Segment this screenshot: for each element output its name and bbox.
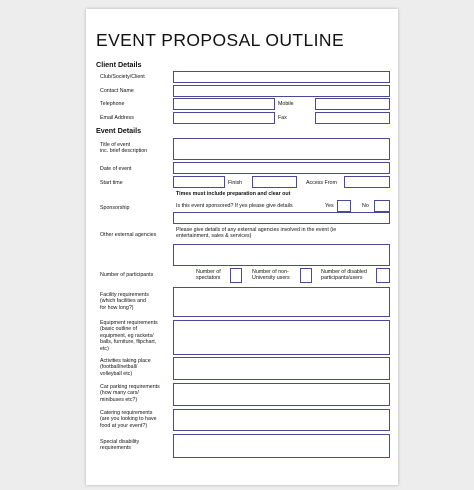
start-time-field[interactable]	[173, 176, 225, 188]
telephone-field[interactable]	[173, 98, 275, 110]
no-label: No	[362, 203, 369, 209]
document-title: EVENT PROPOSAL OUTLINE	[96, 30, 345, 50]
title-of-event-field[interactable]	[173, 138, 390, 160]
date-field[interactable]	[173, 162, 390, 174]
equipment-label: Equipment requirements (basic outline of equipment, eg rackets/ balls, furniture, flipchart, etc)	[100, 320, 158, 352]
access-from-label: Access From	[306, 180, 337, 186]
disabled-label: Number of disabled participants/users	[321, 269, 367, 282]
agencies-note: Please give details of any external agencies involved in the event (ie entertainment, sales & services)	[176, 227, 337, 240]
access-from-field[interactable]	[344, 176, 390, 188]
finish-field[interactable]	[252, 176, 297, 188]
fax-label: Fax	[278, 115, 287, 121]
club-field[interactable]	[173, 71, 390, 83]
contact-field[interactable]	[173, 85, 390, 97]
telephone-label: Telephone	[100, 101, 125, 107]
client-details-heading: Client Details	[96, 60, 142, 69]
sponsored-question: Is this event sponsored? If yes please give details	[176, 203, 293, 209]
email-field[interactable]	[173, 112, 275, 124]
disabled-field[interactable]	[376, 268, 390, 283]
activities-label: Activities taking place (football/netball/ volleyball etc)	[100, 358, 151, 377]
facility-field[interactable]	[173, 287, 390, 317]
times-note: Times must include preparation and clear out	[176, 191, 291, 197]
club-label: Club/Society/Client	[100, 74, 145, 80]
other-agencies-label: Other external agencies	[100, 232, 157, 238]
finish-label: Finish	[228, 180, 243, 186]
catering-field[interactable]	[173, 409, 390, 431]
disability-field[interactable]	[173, 434, 390, 458]
email-label: Email Address	[100, 115, 134, 121]
spectators-field[interactable]	[230, 268, 242, 283]
date-label: Date of event	[100, 166, 132, 172]
mobile-label: Mobile	[278, 101, 294, 107]
disability-label: Special disability requirements	[100, 439, 140, 452]
non-university-label: Number of non- University users	[252, 269, 290, 282]
title-of-event-label: Title of event inc. brief description	[100, 142, 148, 155]
sponsored-no-checkbox[interactable]	[374, 200, 390, 212]
sponsorship-label: Sponsorship	[100, 205, 130, 211]
start-time-label: Start time	[100, 180, 123, 186]
spectators-label: Number of spectators	[196, 269, 221, 282]
yes-label: Yes	[325, 203, 334, 209]
catering-label: Catering requirements (are you looking to have food at your event?)	[100, 410, 157, 429]
contact-label: Contact Name	[100, 88, 134, 94]
car-parking-label: Car parking requirements (how many cars/ minibuses etc?)	[100, 384, 160, 403]
equipment-field[interactable]	[173, 320, 390, 355]
facility-label: Facility requirements (which facilities and for how long?)	[100, 292, 149, 311]
sponsorship-details-field[interactable]	[173, 212, 390, 224]
fax-field[interactable]	[315, 112, 390, 124]
activities-field[interactable]	[173, 357, 390, 380]
non-university-field[interactable]	[300, 268, 312, 283]
mobile-field[interactable]	[315, 98, 390, 110]
event-details-heading: Event Details	[96, 126, 142, 135]
sponsored-yes-checkbox[interactable]	[337, 200, 351, 212]
car-parking-field[interactable]	[173, 383, 390, 406]
agencies-field[interactable]	[173, 244, 390, 266]
participants-label: Number of participants	[100, 272, 154, 278]
